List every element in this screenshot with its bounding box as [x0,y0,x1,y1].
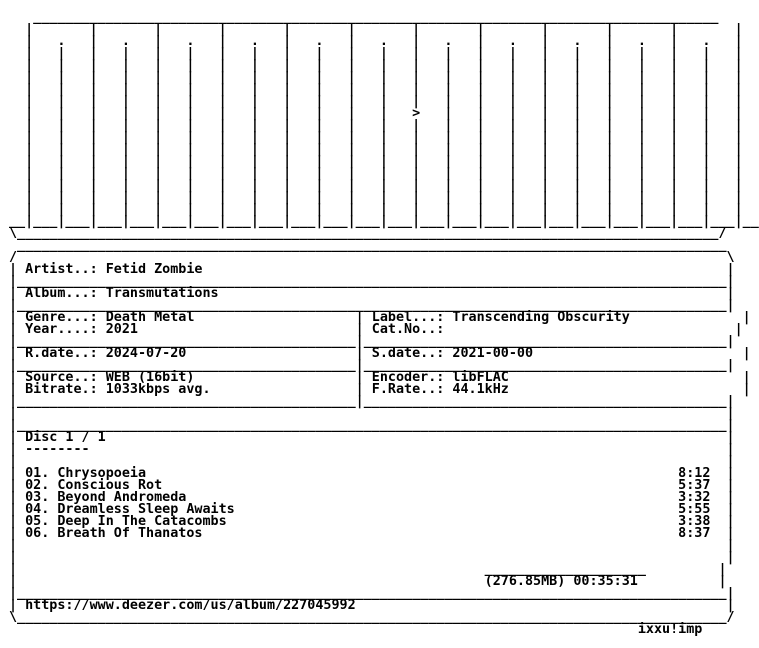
banner-line: | | | | | | | | | | | | | | | | | | | | | | | [9,202,743,217]
nfo-line: | 06. Breath Of Thanatos 8:37 | [9,526,735,541]
nfo-line: | Disc 1 / 1 | [9,430,735,445]
banner-line: | | | | | | | | | | | | | | | | | | | | | | | [9,142,743,157]
nfo-line: |________________________________________________________________________________________| [9,274,735,289]
banner-line: | | | | | | | | | | | | | | | | | | | | | | | [9,130,743,145]
nfo-line: | (276.85MB) 00:35:31 | [9,574,727,589]
banner-line: | | | | | | | | | | | | > | | | | | | | | | | [9,106,743,121]
nfo-line: |__________________________________________|_____________________________________________| [9,394,735,409]
banner-line: | | | | | | | | | | | | | | | | | | | | | | | [9,94,743,109]
nfo-line: | Bitrate.: 1033kbps avg. | F.Rate..: 44.1kHz | [9,382,751,397]
nfo-line: | 05. Deep In The Catacombs 3:38 | [9,514,735,529]
nfo-line: / \ [9,250,735,265]
nfo-line: | 03. Beyond Andromeda 3:32 | [9,490,735,505]
nfo-line: \_______________________________________________________________________________________/ [9,226,727,241]
nfo-line: | 04. Dreamless Sleep Awaits 5:55 | [9,502,735,517]
nfo-line: |________________________________________________________________________________________| [9,418,735,433]
nfo-text [9,12,759,636]
banner-line: __|___|___|___|___|___|___|___|___|___|___|___|___|___|___|___|___|___|___|___|___|___|___|__ [9,214,759,229]
banner-line: | . | . | . | . | . | . | . | . | . | . | . | [9,34,743,49]
nfo-line: | Genre...: Death Metal | Label...: Transcending Obscurity | [9,310,751,325]
banner-line: | | | | | | | | | | | | | | | | | | | | | | | [9,46,743,61]
banner-line: | | | | | | | | | | | | | | | | | | | | | | | [9,118,743,133]
banner-line: | | | | | | | | | | | | | | | | | | | | | | | [9,70,743,85]
nfo-line: | ____________________ | [9,562,727,577]
banner-line: | | | | | | | | | | | | | | | | | | | | | | | [9,154,743,169]
banner-line: | | | | | | | | | | | | | | | | | | | | | | | [9,166,743,181]
nfo-line[interactable]: | https://www.deezer.com/us/album/227045992 | [9,598,735,613]
nfo-line: | | [9,550,735,565]
nfo-line: \________________________________________________________________________________________/ [9,610,735,625]
nfo-line: | | [9,538,735,553]
nfo-line: | 01. Chrysopoeia 8:12 | [9,466,735,481]
nfo-line: | 02. Conscious Rot 5:37 | [9,478,735,493]
banner-line: | | | | | | | | | | | | [9,22,743,37]
banner-line: | | | | | | | | | | | | | | | | | | | | | | | [9,82,743,97]
nfo-line: | Year....: 2021 | Cat.No..: | [9,322,743,337]
nfo-line: |________________________________________________________________________________________| [9,298,735,313]
nfo-line: ixxu!imp [9,622,703,637]
banner-line: | | | | | | | | | | | | | | | | | | | | | | | [9,190,743,205]
nfo-line: | | [9,406,735,421]
nfo-line: | Artist..: Fetid Zombie | [9,262,735,277]
nfo-line: | R.date..: 2024-07-20 | S.date..: 2021-00-00 | [9,346,751,361]
nfo-line: | -------- | [9,442,735,457]
nfo-line: |__________________________________________|_____________________________________________| [9,358,735,373]
nfo-line: |__________________________________________|_____________________________________________| [9,334,735,349]
nfo-line: | Album...: Transmutations | [9,286,735,301]
nfo-line: ________________________________________________________________________________________ [9,238,727,253]
nfo-line: |________________________________________________________________________________________| [9,586,735,601]
nfo-line: | | [9,454,735,469]
banner-line: _____________________________________________________________________________________ [9,10,719,25]
banner-line: | | | | | | | | | | | | | | | | | | | | | | | [9,178,743,193]
banner-line: | | | | | | | | | | | | | | | | | | | | | | | [9,58,743,73]
nfo-line: | Source..: WEB (16bit) | Encoder.: libFLAC | [9,370,751,385]
